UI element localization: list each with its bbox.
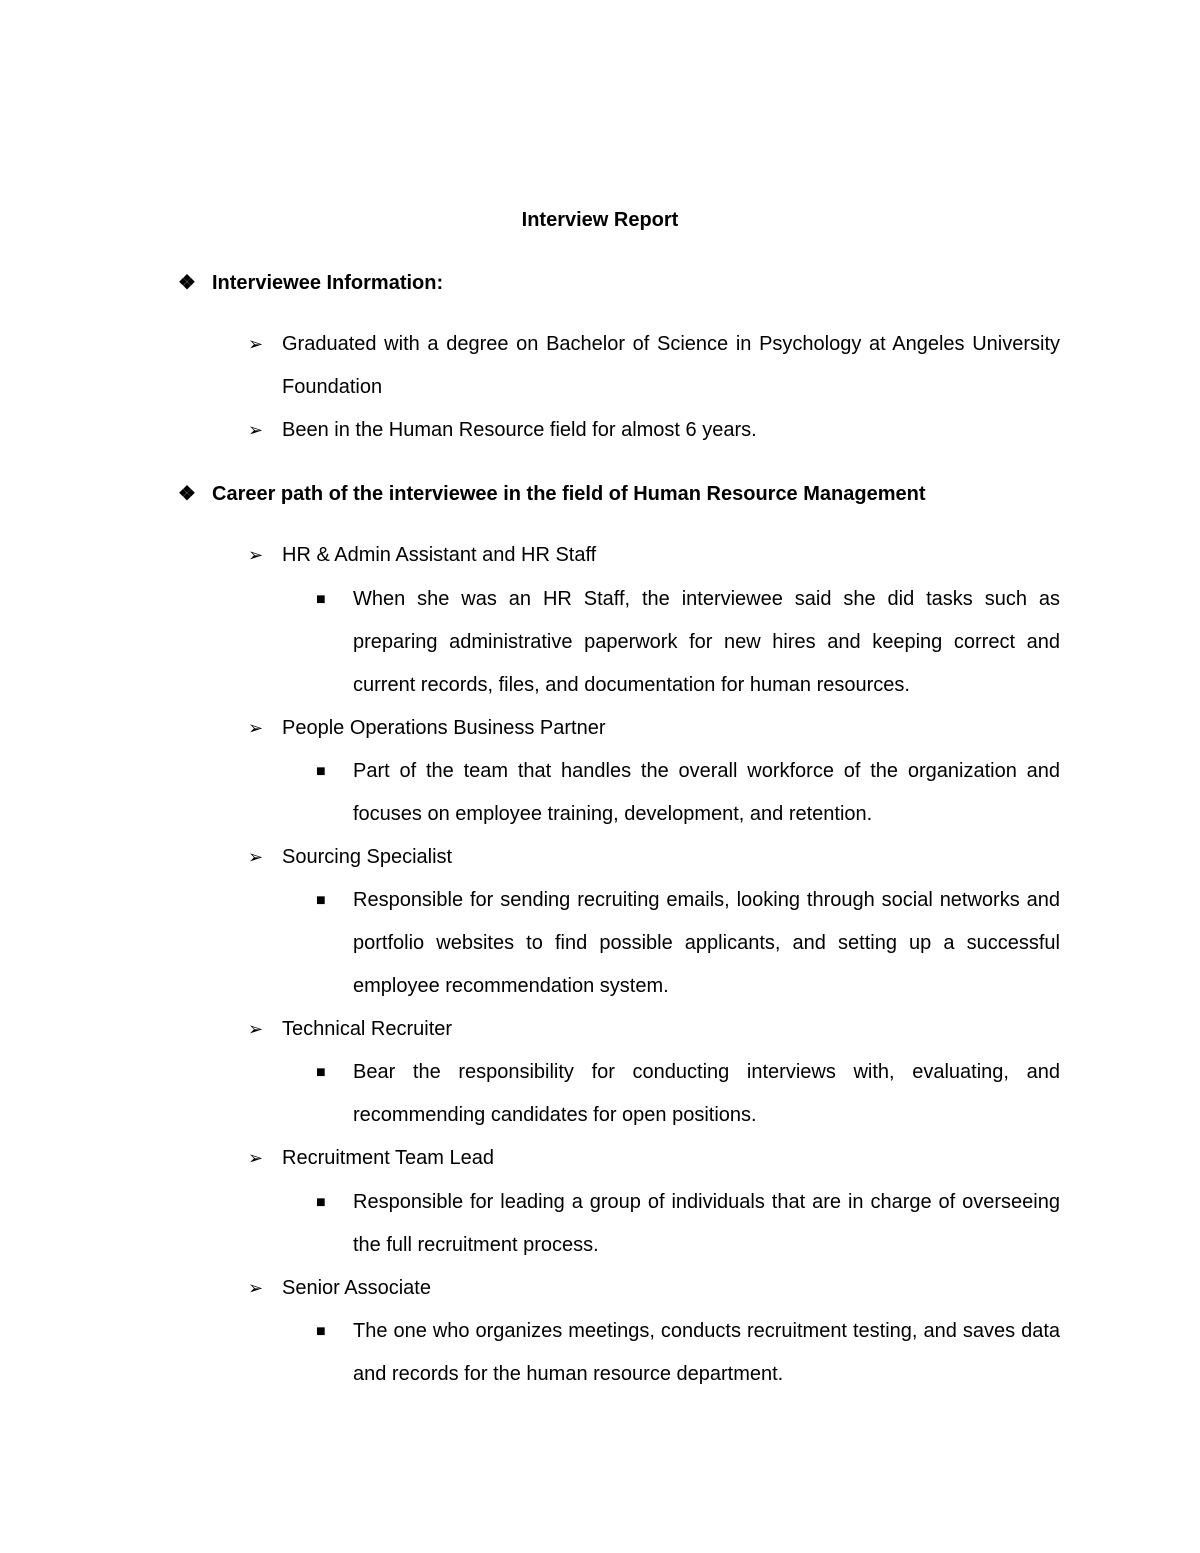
- list-item-text: Recruitment Team Lead: [282, 1147, 494, 1169]
- sub-list-item-text: Bear the responsibility for conducting interviews with, evaluating, and recommending candidates for open positions.: [353, 1061, 1060, 1126]
- sub-list-item: [316, 1181, 1060, 1267]
- list-item: [248, 1008, 1060, 1051]
- arrow-bullet-icon: ➢: [248, 847, 264, 867]
- list-item: [248, 409, 1060, 452]
- arrow-bullet-icon: ➢: [248, 718, 264, 738]
- list-item: [248, 534, 1060, 577]
- square-bullet-icon: ■: [316, 1194, 326, 1211]
- list-item-text: Technical Recruiter: [282, 1018, 453, 1040]
- section-heading-interviewee-info: [178, 269, 1078, 297]
- list-item-text: Been in the Human Resource field for almost 6 years.: [282, 419, 757, 441]
- square-bullet-icon: ■: [316, 591, 326, 608]
- list-item-text: Senior Associate: [282, 1277, 431, 1299]
- section-heading-text: Interviewee Information:: [212, 272, 444, 294]
- list-item: [248, 836, 1060, 879]
- sub-list-item: [316, 1310, 1060, 1396]
- list-item: [248, 1137, 1060, 1180]
- list-item-text: HR & Admin Assistant and HR Staff: [282, 544, 597, 566]
- sub-list-item: [316, 1051, 1060, 1137]
- sub-list-item: [316, 750, 1060, 836]
- section-heading-career-path: [178, 480, 1078, 508]
- list-item: [248, 323, 1060, 409]
- sub-list-item-text: Responsible for sending recruiting emails, looking through social networks and portfolio websites to find possible applicants, and setting up a successful employee recommendation system.: [353, 889, 1060, 997]
- square-bullet-icon: ■: [316, 1064, 326, 1081]
- square-bullet-icon: ■: [316, 1323, 326, 1340]
- sub-list-item-text: Responsible for leading a group of individuals that are in charge of overseeing the full recruitment process.: [353, 1191, 1060, 1256]
- sub-list-item: [316, 879, 1060, 1008]
- section-heading-text: Career path of the interviewee in the field of Human Resource Management: [212, 483, 926, 505]
- list-item: [248, 707, 1060, 750]
- sub-list-item-text: Part of the team that handles the overall workforce of the organization and focuses on employee training, development, and retention.: [353, 760, 1060, 825]
- diamond-bullet-icon: ❖: [178, 272, 196, 294]
- document-title: Interview Report: [521, 209, 679, 231]
- diamond-bullet-icon: ❖: [178, 483, 196, 505]
- square-bullet-icon: ■: [316, 892, 326, 909]
- square-bullet-icon: ■: [316, 763, 326, 780]
- list-item: [248, 1267, 1060, 1310]
- sub-list-item-text: The one who organizes meetings, conducts recruitment testing, and saves data and records for the human resource department.: [353, 1320, 1060, 1385]
- list-item-text: Graduated with a degree on Bachelor of Science in Psychology at Angeles University Foundation: [282, 333, 1060, 398]
- list-item-text: Sourcing Specialist: [282, 846, 453, 868]
- list-item-text: People Operations Business Partner: [282, 717, 606, 739]
- sub-list-item: [316, 578, 1060, 707]
- arrow-bullet-icon: ➢: [248, 1278, 264, 1298]
- arrow-bullet-icon: ➢: [248, 1019, 264, 1039]
- sub-list-item-text: When she was an HR Staff, the interviewee said she did tasks such as preparing administrative paperwork for new hires and keeping correct and current records, files, and documentation for human resources.: [353, 588, 1060, 696]
- arrow-bullet-icon: ➢: [248, 1148, 264, 1168]
- arrow-bullet-icon: ➢: [248, 334, 264, 354]
- arrow-bullet-icon: ➢: [248, 545, 264, 565]
- arrow-bullet-icon: ➢: [248, 420, 264, 440]
